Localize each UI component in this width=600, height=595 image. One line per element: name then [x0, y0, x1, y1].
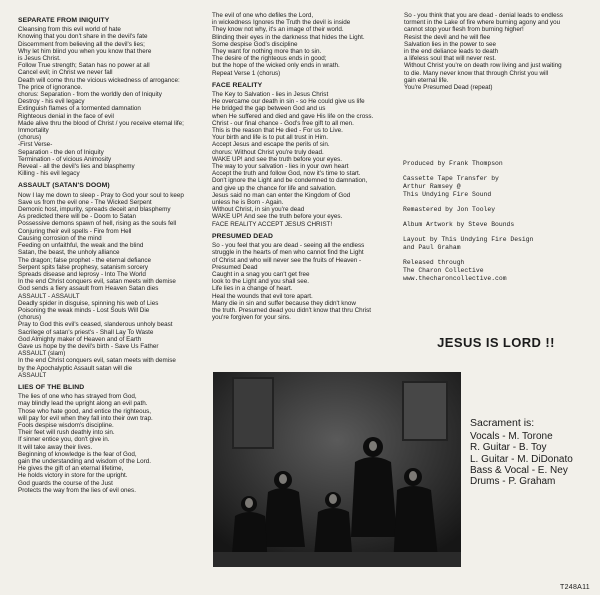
lyric-line: Fools despise wisdom's discipline.	[18, 421, 114, 429]
lyric-line: Pray to God this evil's ceased, slanderous unholy beast	[18, 321, 173, 329]
lyrics-block	[18, 192, 208, 379]
lyric-line: Discernment from believing all the devil's lies;	[18, 40, 145, 48]
lyric-line: Blinding their eyes in the darkness that hides the Light.	[212, 33, 365, 41]
lyric-line: Poisoning the weak minds - Lost Souls Will Die	[18, 306, 150, 314]
lyric-line: will pay for evil when they fall into their own trap.	[18, 414, 153, 422]
lyric-line: Your birth and life is to put all trust in Him.	[212, 134, 328, 142]
lyric-line: As predicted there will be - Doom to Satan	[18, 213, 136, 221]
lyric-line: Gave us hope by the devil's birth - Save Us Father	[18, 342, 159, 350]
lyric-line: Possessive demons spawn of hell, rising as the souls fell	[18, 220, 177, 228]
lyric-line: Killing - his evil legacy	[18, 170, 80, 178]
lyric-line: ASSAULT - ASSAULT	[18, 292, 80, 300]
lyric-line: Death will come thru the vicious wickedness of arrogance:	[18, 76, 180, 84]
credit-entry: Cassette Tape Transfer by Arthur Ramsey @ This Undying Fire Sound	[403, 175, 499, 198]
credit-entry: Remastered by Jon Tooley	[403, 206, 496, 213]
lyric-line: Save us from the evil one - The Wicked Serpent	[18, 198, 152, 206]
lyric-line: Those who hate good, and entice the righteous,	[18, 407, 152, 415]
lyric-line: Accept the truth and follow God, now it's time to start.	[212, 170, 361, 178]
lyric-line: Made alive thru the blood of Christ / you receive eternal life;	[18, 119, 184, 127]
lyric-line: Their feet will rush deathly into sin.	[18, 429, 115, 437]
lyric-line: Sacrilege of satan's priest's - Shall Lay To Waste	[18, 328, 154, 336]
lyric-line: Righteous denial in the face of evil	[18, 112, 114, 120]
lyric-line: Knowing that you don't share in the devil's fate	[18, 33, 148, 41]
lyric-line: of Christ and who will never see the fruits of Heaven -	[212, 256, 362, 264]
lyrics-column-1	[18, 12, 208, 494]
credit-entry: Layout by This Undying Fire Design and Paul Graham	[403, 236, 534, 251]
lyric-line: Spreads disease and leprosy - Into The World	[18, 270, 146, 278]
lyric-line: They know not why, it's an image of their world.	[212, 26, 344, 34]
lyric-line: Christ - our final chance - God's free gift to all men.	[212, 119, 354, 127]
lineup-member: L. Guitar - M. DiDonato	[470, 453, 573, 465]
lyric-line: Follow True strength; Satan has no power at all	[18, 62, 150, 70]
lyric-line: Causing corrosion of the mind	[18, 234, 102, 242]
section-lies-of-the-blind	[18, 384, 208, 494]
band-photo	[213, 372, 461, 567]
credit-entry: Album Artwork by Steve Bounds	[403, 221, 515, 228]
album-credits	[403, 160, 593, 290]
lyric-line: Why let him blind you when you know that there	[18, 47, 152, 55]
lyric-line: They want for nothing more than to sin.	[212, 48, 322, 56]
lyric-line: Don't ignore the Light and be condemned to damnation,	[212, 177, 368, 185]
lyric-line: He holds victory in store for the upright.	[18, 472, 128, 480]
lyric-line: WAKE UP! And see the truth before your eyes.	[212, 213, 343, 221]
lyric-line: in wickedness Ignores the Truth the devil is inside	[212, 19, 351, 27]
lyric-line: Extinguish flames of a tormented damnation	[18, 105, 141, 113]
lyric-line: to die. Many never know that through Christ you will	[404, 69, 549, 77]
lyric-line: (chorus)	[18, 134, 42, 142]
lyric-line: gain the understanding and wisdom of the Lord.	[18, 457, 152, 465]
lyric-line: Feeding on unfaithful, the weak and the blind	[18, 242, 144, 250]
lyric-line: Life lies in a change of heart.	[212, 285, 293, 293]
lyric-line: Demonic host, impurity, spreads deceit and blasphemy	[18, 206, 171, 214]
lyric-line: In the end Christ conquers evil, satan meets with demise	[18, 278, 176, 286]
lyric-line: Caught in a snag you can't get free	[212, 270, 310, 278]
lyric-line: Some despise God's discipline	[212, 40, 298, 48]
lyric-line: a lifeless soul that will never rest.	[404, 55, 497, 63]
lyrics-block	[404, 12, 590, 91]
lyrics-block	[212, 242, 402, 321]
lyric-line: and give up the chance for life and salvation.	[212, 184, 337, 192]
lyric-line: Beginning of knowledge is the fear of God,	[18, 450, 137, 458]
lyric-line: gain eternal life.	[404, 76, 449, 84]
lyric-line: chorus: Separation - from the worldly den of Iniquity	[18, 91, 162, 99]
song-title: LIES OF THE BLIND	[18, 383, 85, 391]
lyric-line: by the Apochalyptic Assault satan will die	[18, 364, 133, 372]
lyric-line: may blindly lead the upright along an evil path.	[18, 400, 148, 408]
lyric-line: Satan, the beast, the unholy alliance	[18, 249, 120, 257]
catalog-number: T248A11	[560, 584, 590, 591]
lyric-line: Deadly spider in disguise, spinning his web of Lies	[18, 299, 159, 307]
lyric-line: look to the Light and you shall see.	[212, 278, 309, 286]
lyrics-block	[18, 393, 208, 494]
lyric-line: Salvation lies in the power to see	[404, 40, 497, 48]
song-title: FACE REALITY	[212, 81, 263, 89]
lyric-line: If sinner entice you, don't give in.	[18, 436, 110, 444]
lyric-line: unless he is Born - Again.	[212, 199, 284, 207]
lyric-line: He overcame our death in sin - so He could give us life	[212, 98, 365, 106]
lineup-member: R. Guitar - B. Toy	[470, 442, 547, 454]
section-presumed-dead	[212, 233, 402, 321]
lyric-line: WAKE UP! and see the truth before your eyes.	[212, 155, 342, 163]
band-photo-illustration	[213, 372, 461, 567]
lyric-line: is Jesus Christ.	[18, 55, 61, 63]
song-title: PRESUMED DEAD	[212, 232, 273, 240]
lyric-line: Separation - the den of Iniquity	[18, 148, 104, 156]
lyric-line: Without Christ you're on death row living and just waiting	[404, 62, 562, 70]
song-title: ASSAULT (SATAN'S DOOM)	[18, 182, 110, 190]
lyric-line: So - you feel that you are dead - seeing all the endless	[212, 242, 365, 250]
lyric-line: chorus: Without Christ you're truly dead.	[212, 148, 324, 156]
lyric-line: The Key to Salvation - lies in Jesus Christ	[212, 91, 329, 99]
lyric-line: He gives the gift of an eternal lifetime,	[18, 465, 124, 473]
lyric-line: -First Verse-	[18, 141, 53, 149]
section-face-reality	[212, 82, 402, 228]
lyric-line: The way to your salvation - lies in your own heart	[212, 163, 349, 171]
lyrics-block	[18, 26, 208, 177]
lyric-line: Conjuring their evil spells - Fire from Hell	[18, 227, 132, 235]
lyric-line: torment in the Lake of fire where burning agony and you	[404, 19, 561, 27]
lyric-line: but the hope of the wicked only ends in wrath.	[212, 62, 340, 70]
lyric-line: He bridged the gap between God and us	[212, 105, 326, 113]
lineup-member: Bass & Vocal - E. Ney	[470, 464, 568, 476]
lyrics-column-2	[212, 12, 402, 321]
lyric-line: Cancel evil; in Christ we never fall	[18, 69, 113, 77]
credit-entry: Released through The Charon Collective www.thecharoncollective.com	[403, 259, 507, 282]
lyric-line: when He suffered and died and gave His life on the cross.	[212, 112, 374, 120]
lyric-line: The lies of one who has strayed from God,	[18, 393, 137, 401]
lyric-line: This is the reason that He died - For us to Live.	[212, 127, 343, 135]
lyric-line: It will take away their lives.	[18, 443, 93, 451]
section-separate-from-iniquity	[18, 17, 208, 177]
lyrics-block	[212, 12, 402, 77]
lyric-line: The price of ignorance.	[18, 83, 83, 91]
lyric-line: (chorus)	[18, 314, 42, 322]
lyric-line: Termination - of vicious Animosity	[18, 155, 112, 163]
lyric-line: Presumed Dead	[212, 263, 258, 271]
lyric-line: Reveal - all the devil's lies and blasphemy	[18, 163, 135, 171]
lyric-line: Many die in sin and suffer because they didn't know	[212, 299, 356, 307]
song-title: SEPARATE FROM INIQUITY	[18, 17, 110, 24]
lyrics-column-3	[404, 12, 590, 91]
lyric-line: Jesus said no man can enter the Kingdom of God	[212, 191, 351, 199]
lyric-line: Without Christ, in sin you're dead	[212, 206, 305, 214]
lyric-line: The desire of the righteous ends in good;	[212, 55, 327, 63]
lyric-line: God sends a fiery assault from Heaven Satan dies	[18, 285, 159, 293]
lyric-line: ASSAULT	[18, 371, 47, 379]
lyric-line: Resist the devil and he will flee	[404, 33, 491, 41]
credit-entry: Produced by Frank Thompson	[403, 160, 503, 167]
section-assault	[18, 182, 208, 378]
lyric-line: You're Presumed Dead (repeat)	[404, 84, 493, 92]
lyric-line: in the end deliance leads to death	[404, 48, 499, 56]
lyric-line: Cleansing from this evil world of hate	[18, 26, 121, 34]
lyric-line: Repeat Verse 1 (chorus)	[212, 69, 281, 77]
lineup-member: Vocals - M. Torone	[470, 431, 553, 443]
lyric-line: FACE REALITY ACCEPT JESUS CHRIST!	[212, 220, 333, 228]
lyric-line: Destroy - his evil legacy	[18, 98, 85, 106]
lyric-line: struggle in the hearts of men who cannot find the Light	[212, 249, 364, 257]
lyric-line: The evil of one who defiles the Lord,	[212, 12, 314, 19]
lyric-line: the truth. Presumed dead you didn't know that thru Christ	[212, 306, 372, 314]
lyric-line: cannot stop your flesh from burning higher!	[404, 26, 524, 34]
lyric-line: The dragon; false prophet - the eternal defiance	[18, 256, 152, 264]
lyric-line: Accept Jesus and escape the perils of sin.	[212, 141, 330, 149]
lyric-line: Serpent spits false prophesy, satanism sorcery	[18, 263, 149, 271]
lyric-line: God Almighty maker of Heaven and of Earth	[18, 335, 142, 343]
lyric-line: Now I lay me down to sleep - Pray to God your soul to keep	[18, 191, 184, 199]
lyric-line: Immortality	[18, 127, 49, 135]
lineup-member: Drums - P. Graham	[470, 476, 556, 488]
section-lies-continued	[212, 12, 402, 77]
lyric-line: ASSAULT (slam)	[18, 350, 66, 358]
lyric-line: Heal the wounds that evil tore apart.	[212, 292, 313, 300]
lyrics-block	[212, 91, 402, 228]
lyric-line: God guards the course of the Just	[18, 479, 113, 487]
band-lineup	[470, 418, 590, 487]
lineup-title: Sacrament is:	[470, 417, 535, 429]
lyric-line: you're forgiven for your sins.	[212, 314, 291, 322]
jesus-is-lord-heading: JESUS IS LORD !!	[437, 335, 555, 350]
lyric-line: In the end Christ conquers evil, satan meets with demise	[18, 357, 176, 365]
lyric-line: Protects the way from the lies of evil ones.	[18, 486, 136, 494]
lyric-line: So - you think that you are dead - denial leads to endless	[404, 12, 563, 19]
